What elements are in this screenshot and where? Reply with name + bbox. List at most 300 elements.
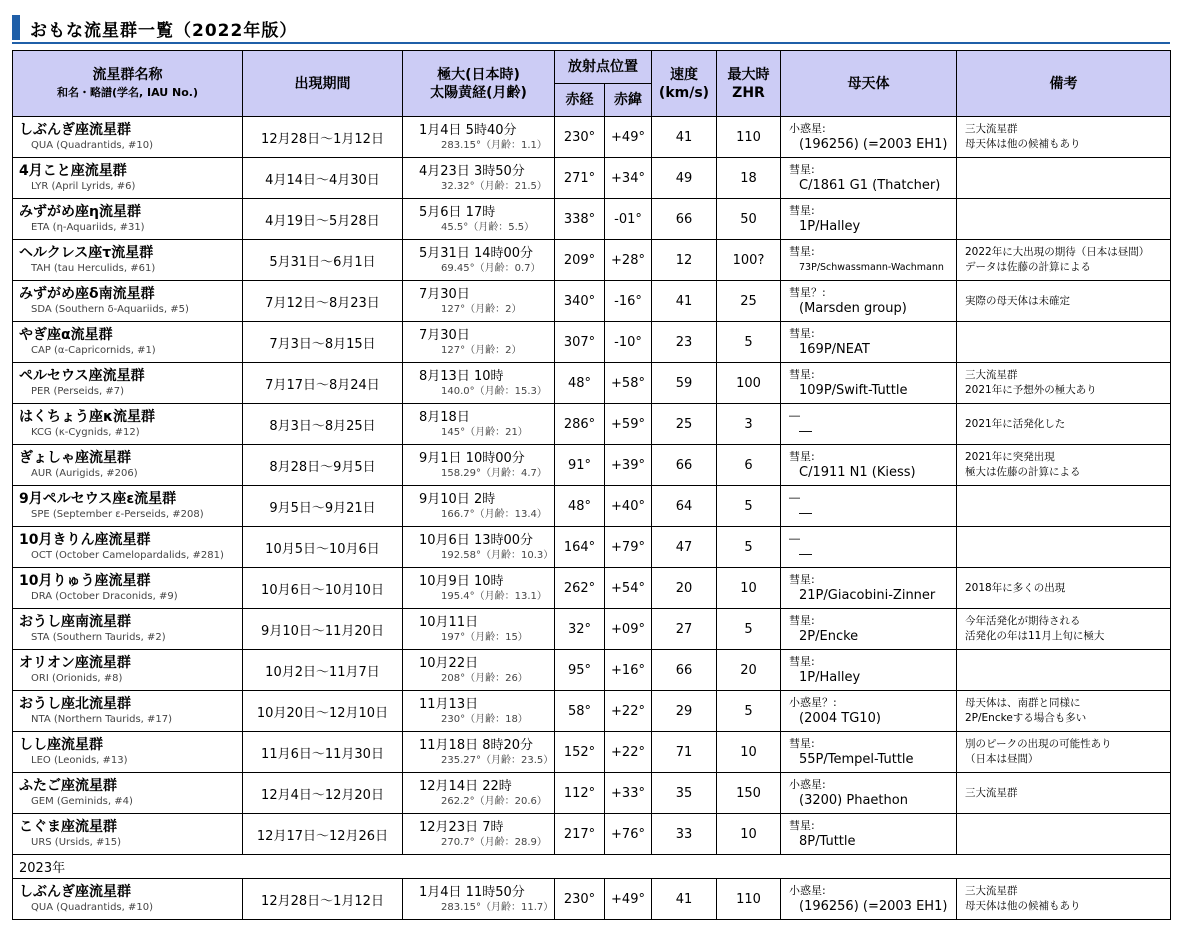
- table-row: [13, 609, 1171, 650]
- parent-body: (Marsden group): [799, 301, 907, 316]
- peak-cell: [403, 199, 555, 240]
- parent-body-type: 小惑星？:: [789, 696, 837, 709]
- activity-period: 12月28日～1月12日: [243, 117, 403, 158]
- notes-cell: [957, 486, 1171, 527]
- shower-name: 4月こと座流星群: [19, 163, 127, 179]
- peak-time: 5月6日 17時: [419, 204, 496, 220]
- activity-period: 12月4日～12月20日: [243, 773, 403, 814]
- page-title-bar: [12, 12, 1170, 44]
- radiant-ra: 91°: [555, 445, 605, 486]
- shower-name: おうし座南流星群: [19, 614, 131, 630]
- zhr: 18: [717, 158, 781, 199]
- notes-cell: [957, 527, 1171, 568]
- shower-name: ふたご座流星群: [19, 778, 117, 794]
- parent-body: (3200) Phaethon: [799, 793, 908, 808]
- shower-code: QUA (Quadrantids, #10): [31, 902, 153, 913]
- peak-cell: [403, 814, 555, 855]
- shower-name-cell: [13, 281, 243, 322]
- radiant-ra: 217°: [555, 814, 605, 855]
- note-line: 実際の母天体は未確定: [965, 294, 1070, 307]
- solar-longitude: 283.15°（月齢：11.7）: [441, 901, 554, 913]
- solar-longitude: 166.7°（月齢：13.4）: [441, 508, 547, 520]
- velocity: 66: [652, 199, 717, 240]
- header-ra: 赤経: [555, 84, 605, 117]
- parent-body-type: 小惑星:: [789, 778, 826, 791]
- shower-name: みずがめ座η流星群: [19, 204, 141, 220]
- radiant-ra: 164°: [555, 527, 605, 568]
- velocity: 59: [652, 363, 717, 404]
- notes-cell: [957, 691, 1171, 732]
- velocity: 49: [652, 158, 717, 199]
- peak-cell: [403, 609, 555, 650]
- parent-body-type: 彗星:: [789, 655, 815, 668]
- shower-name-cell: [13, 773, 243, 814]
- note-line: 2P/Enckeする場合も多い: [965, 712, 1087, 724]
- parent-body-cell: [781, 732, 957, 773]
- parent-body: (196256) (=2003 EH1): [799, 899, 948, 914]
- parent-body-cell: [781, 879, 957, 920]
- parent-body-cell: [781, 363, 957, 404]
- velocity: 66: [652, 650, 717, 691]
- radiant-dec: +40°: [605, 486, 652, 527]
- radiant-ra: 230°: [555, 117, 605, 158]
- peak-cell: [403, 568, 555, 609]
- header-period: 出現期間: [243, 51, 403, 117]
- shower-name-cell: [13, 486, 243, 527]
- shower-name: 10月りゅう座流星群: [19, 573, 151, 589]
- activity-period: 10月20日～12月10日: [243, 691, 403, 732]
- radiant-dec: +58°: [605, 363, 652, 404]
- notes-cell: [957, 363, 1171, 404]
- parent-body: (196256) (=2003 EH1): [799, 137, 948, 152]
- parent-body-type: 彗星:: [789, 573, 815, 586]
- peak-cell: [403, 879, 555, 920]
- radiant-dec: +59°: [605, 404, 652, 445]
- velocity: 29: [652, 691, 717, 732]
- peak-time: 9月1日 10時00分: [419, 450, 525, 466]
- table-row: [13, 117, 1171, 158]
- activity-period: 12月17日～12月26日: [243, 814, 403, 855]
- shower-code: OCT (October Camelopardalids, #281): [31, 550, 224, 561]
- activity-period: 7月12日～8月23日: [243, 281, 403, 322]
- velocity: 25: [652, 404, 717, 445]
- parent-body: 169P/NEAT: [799, 342, 870, 357]
- radiant-ra: 95°: [555, 650, 605, 691]
- peak-time: 1月4日 5時40分: [419, 122, 517, 138]
- peak-time: 10月22日: [419, 655, 479, 671]
- parent-body: ―: [799, 547, 812, 562]
- shower-name: やぎ座α流星群: [19, 327, 113, 343]
- shower-name-cell: [13, 691, 243, 732]
- parent-body: C/1861 G1 (Thatcher): [799, 178, 941, 193]
- note-line: 別のピークの出現の可能性あり: [965, 738, 1112, 750]
- parent-body-type: 彗星:: [789, 368, 815, 381]
- zhr: 5: [717, 322, 781, 363]
- header-radiant: 放射点位置: [555, 51, 652, 84]
- peak-cell: [403, 281, 555, 322]
- parent-body: 73P/Schwassmann-Wachmann: [799, 262, 944, 273]
- header-name: [13, 51, 243, 117]
- shower-name: しし座流星群: [19, 737, 103, 753]
- shower-code: ETA (η-Aquariids, #31): [31, 222, 145, 233]
- table-row: [13, 650, 1171, 691]
- table-row: [13, 404, 1171, 445]
- parent-body-type: 彗星:: [789, 819, 815, 832]
- shower-name-cell: [13, 158, 243, 199]
- parent-body-cell: [781, 527, 957, 568]
- parent-body: ―: [799, 424, 812, 439]
- solar-longitude: 262.2°（月齢：20.6）: [441, 795, 547, 807]
- table-row: [13, 486, 1171, 527]
- table-row: [13, 199, 1171, 240]
- peak-time: 12月14日 22時: [419, 778, 512, 794]
- note-line: 2021年に予想外の極大あり: [965, 384, 1097, 396]
- radiant-dec: +22°: [605, 732, 652, 773]
- zhr: 100: [717, 363, 781, 404]
- table-row: [13, 445, 1171, 486]
- note-line: 母天体は他の候補もあり: [965, 900, 1081, 912]
- note-line: データは佐藤の計算による: [965, 261, 1091, 273]
- radiant-dec: +16°: [605, 650, 652, 691]
- solar-longitude: 140.0°（月齢：15.3）: [441, 385, 547, 397]
- table-row: [13, 322, 1171, 363]
- notes-cell: [957, 240, 1171, 281]
- solar-longitude: 158.29°（月齢：4.7）: [441, 467, 547, 479]
- radiant-dec: +39°: [605, 445, 652, 486]
- parent-body: 55P/Tempel-Tuttle: [799, 752, 914, 767]
- parent-body-type: 彗星:: [789, 450, 815, 463]
- parent-body: 109P/Swift-Tuttle: [799, 383, 908, 398]
- solar-longitude: 45.5°（月齢：5.5）: [441, 221, 535, 233]
- radiant-dec: -10°: [605, 322, 652, 363]
- table-row: [13, 732, 1171, 773]
- note-line: 2022年に大出現の期待（日本は昼間）: [965, 246, 1150, 258]
- notes-cell: [957, 650, 1171, 691]
- velocity: 20: [652, 568, 717, 609]
- activity-period: 4月14日～4月30日: [243, 158, 403, 199]
- solar-longitude: 192.58°（月齢：10.3）: [441, 549, 554, 561]
- table-row: [13, 527, 1171, 568]
- shower-name-cell: [13, 650, 243, 691]
- shower-code: TAH (tau Herculids, #61): [31, 263, 156, 274]
- activity-period: 7月3日～8月15日: [243, 322, 403, 363]
- note-line: 2018年に多くの出現: [965, 581, 1066, 594]
- shower-name-cell: [13, 527, 243, 568]
- parent-body-cell: [781, 445, 957, 486]
- zhr: 10: [717, 814, 781, 855]
- radiant-ra: 338°: [555, 199, 605, 240]
- peak-cell: [403, 486, 555, 527]
- note-line: 今年活発化が期待される: [965, 615, 1081, 627]
- parent-body-type: ―: [789, 491, 800, 504]
- parent-body-cell: [781, 404, 957, 445]
- radiant-dec: +33°: [605, 773, 652, 814]
- parent-body-cell: [781, 199, 957, 240]
- parent-body-cell: [781, 568, 957, 609]
- zhr: 20: [717, 650, 781, 691]
- radiant-ra: 112°: [555, 773, 605, 814]
- notes-cell: [957, 404, 1171, 445]
- note-line: 極大は佐藤の計算による: [965, 466, 1081, 478]
- shower-code: QUA (Quadrantids, #10): [31, 140, 153, 151]
- zhr: 10: [717, 568, 781, 609]
- zhr: 100?: [717, 240, 781, 281]
- radiant-ra: 48°: [555, 363, 605, 404]
- table-row: [13, 814, 1171, 855]
- radiant-ra: 152°: [555, 732, 605, 773]
- activity-period: 8月28日～9月5日: [243, 445, 403, 486]
- shower-code: DRA (October Draconids, #9): [31, 591, 178, 602]
- peak-cell: [403, 527, 555, 568]
- velocity: 23: [652, 322, 717, 363]
- parent-body-cell: [781, 322, 957, 363]
- radiant-dec: +49°: [605, 879, 652, 920]
- radiant-dec: -16°: [605, 281, 652, 322]
- zhr: 10: [717, 732, 781, 773]
- shower-name-cell: [13, 199, 243, 240]
- zhr: 3: [717, 404, 781, 445]
- zhr: 5: [717, 609, 781, 650]
- parent-body-cell: [781, 773, 957, 814]
- note-line: 母天体は他の候補もあり: [965, 138, 1081, 150]
- table-row: [13, 773, 1171, 814]
- parent-body-type: 彗星:: [789, 327, 815, 340]
- header-speed-line2: (km/s): [658, 84, 710, 101]
- table-row: [13, 363, 1171, 404]
- shower-name: ペルセウス座流星群: [19, 368, 145, 384]
- peak-time: 8月18日: [419, 409, 470, 425]
- zhr: 25: [717, 281, 781, 322]
- shower-code: CAP (α-Capricornids, #1): [31, 345, 156, 356]
- note-line: 2021年に活発化した: [965, 417, 1066, 430]
- note-line: 三大流星群: [965, 786, 1018, 799]
- notes-cell: [957, 773, 1171, 814]
- shower-code: SPE (September ε-Perseids, #208): [31, 509, 204, 520]
- table-row: [13, 240, 1171, 281]
- peak-time: 7月30日: [419, 327, 470, 343]
- zhr: 150: [717, 773, 781, 814]
- notes-cell: [957, 445, 1171, 486]
- radiant-ra: 32°: [555, 609, 605, 650]
- radiant-ra: 271°: [555, 158, 605, 199]
- zhr: 110: [717, 117, 781, 158]
- header-dec: 赤緯: [605, 84, 652, 117]
- shower-name: 9月ペルセウス座ε流星群: [19, 491, 177, 507]
- header-speed: [652, 51, 717, 117]
- radiant-ra: 58°: [555, 691, 605, 732]
- shower-name: しぶんぎ座流星群: [19, 884, 131, 900]
- note-line: 母天体は、南群と同様に: [965, 697, 1081, 709]
- shower-code: GEM (Geminids, #4): [31, 796, 133, 807]
- radiant-dec: +09°: [605, 609, 652, 650]
- shower-name: 10月きりん座流星群: [19, 532, 151, 548]
- radiant-dec: -01°: [605, 199, 652, 240]
- shower-name-cell: [13, 404, 243, 445]
- radiant-dec: +76°: [605, 814, 652, 855]
- shower-code: SDA (Southern δ-Aquariids, #5): [31, 304, 189, 315]
- header-name-sub: 和名・略譜(学名, IAU No.): [56, 85, 199, 99]
- peak-time: 10月11日: [419, 614, 479, 630]
- zhr: 5: [717, 527, 781, 568]
- parent-body-type: 彗星:: [789, 614, 815, 627]
- note-line: 2021年に突発出現: [965, 451, 1055, 463]
- header-zhr: [717, 51, 781, 117]
- zhr: 5: [717, 691, 781, 732]
- zhr: 50: [717, 199, 781, 240]
- radiant-dec: +54°: [605, 568, 652, 609]
- header-zhr-line2: ZHR: [732, 84, 765, 101]
- solar-longitude: 195.4°（月齢：13.1）: [441, 590, 547, 602]
- solar-longitude: 145°（月齢：21）: [441, 426, 528, 438]
- radiant-dec: +79°: [605, 527, 652, 568]
- radiant-ra: 209°: [555, 240, 605, 281]
- peak-time: 4月23日 3時50分: [419, 163, 525, 179]
- zhr: 5: [717, 486, 781, 527]
- radiant-ra: 48°: [555, 486, 605, 527]
- notes-cell: [957, 879, 1171, 920]
- activity-period: 9月10日～11月20日: [243, 609, 403, 650]
- shower-name-cell: [13, 445, 243, 486]
- shower-name-cell: [13, 322, 243, 363]
- shower-name: はくちょう座κ流星群: [19, 409, 155, 425]
- page-title: おもな流星群一覧（2022年版）: [30, 21, 298, 41]
- shower-code: KCG (κ-Cygnids, #12): [31, 427, 140, 438]
- notes-cell: [957, 281, 1171, 322]
- activity-period: 10月5日～10月6日: [243, 527, 403, 568]
- shower-name-cell: [13, 240, 243, 281]
- parent-body: 21P/Giacobini-Zinner: [799, 588, 936, 603]
- parent-body-cell: [781, 117, 957, 158]
- solar-longitude: 283.15°（月齢：1.1）: [441, 139, 547, 151]
- header-peak-line1: 極大(日本時): [437, 66, 520, 83]
- radiant-ra: 262°: [555, 568, 605, 609]
- velocity: 66: [652, 445, 717, 486]
- shower-name: ぎょしゃ座流星群: [19, 450, 131, 466]
- shower-code: STA (Southern Taurids, #2): [31, 632, 166, 643]
- parent-body-cell: [781, 609, 957, 650]
- meteor-shower-table: [12, 50, 1171, 920]
- note-line: 活発化の年は11月上旬に極大: [965, 630, 1105, 642]
- peak-cell: [403, 240, 555, 281]
- solar-longitude: 270.7°（月齢：28.9）: [441, 836, 547, 848]
- peak-time: 11月13日: [419, 696, 479, 712]
- shower-name: ヘルクレス座τ流星群: [19, 245, 154, 261]
- note-line: 三大流星群: [965, 885, 1018, 897]
- shower-code: PER (Perseids, #7): [31, 386, 125, 397]
- shower-name-cell: [13, 363, 243, 404]
- notes-cell: [957, 732, 1171, 773]
- velocity: 41: [652, 281, 717, 322]
- solar-longitude: 69.45°（月齢：0.7）: [441, 262, 541, 274]
- parent-body-type: 彗星:: [789, 204, 815, 217]
- header-notes: 備考: [957, 51, 1171, 117]
- parent-body-cell: [781, 814, 957, 855]
- header-parent: 母天体: [781, 51, 957, 117]
- header-peak-line2: 太陽黄経(月齢): [430, 84, 527, 101]
- peak-cell: [403, 363, 555, 404]
- shower-name: みずがめ座δ南流星群: [19, 286, 155, 302]
- peak-cell: [403, 322, 555, 363]
- parent-body-type: 彗星:: [789, 163, 815, 176]
- notes-cell: [957, 814, 1171, 855]
- shower-name: こぐま座流星群: [19, 819, 117, 835]
- peak-cell: [403, 445, 555, 486]
- peak-time: 10月9日 10時: [419, 573, 504, 589]
- parent-body-type: 彗星:: [789, 245, 815, 258]
- notes-cell: [957, 322, 1171, 363]
- zhr: 6: [717, 445, 781, 486]
- solar-longitude: 208°（月齢：26）: [441, 672, 528, 684]
- peak-cell: [403, 691, 555, 732]
- solar-longitude: 230°（月齢：18）: [441, 713, 528, 725]
- notes-cell: [957, 568, 1171, 609]
- radiant-dec: +22°: [605, 691, 652, 732]
- radiant-ra: 286°: [555, 404, 605, 445]
- solar-longitude: 197°（月齢：15）: [441, 631, 528, 643]
- velocity: 64: [652, 486, 717, 527]
- shower-name-cell: [13, 568, 243, 609]
- table-row: [13, 879, 1171, 920]
- shower-code: LYR (April Lyrids, #6): [31, 181, 136, 192]
- notes-cell: [957, 609, 1171, 650]
- velocity: 71: [652, 732, 717, 773]
- year-label: 2023年: [13, 855, 1171, 879]
- table-row: [13, 158, 1171, 199]
- radiant-dec: +34°: [605, 158, 652, 199]
- note-line: 三大流星群: [965, 123, 1018, 135]
- parent-body-type: 小惑星:: [789, 884, 826, 897]
- table-row: [13, 568, 1171, 609]
- shower-name-cell: [13, 879, 243, 920]
- peak-time: 5月31日 14時00分: [419, 245, 534, 261]
- year-separator-row: [13, 855, 1171, 879]
- solar-longitude: 235.27°（月齢：23.5）: [441, 754, 554, 766]
- parent-body-cell: [781, 281, 957, 322]
- peak-cell: [403, 404, 555, 445]
- parent-body-type: 彗星？:: [789, 286, 826, 299]
- velocity: 47: [652, 527, 717, 568]
- header-zhr-line1: 最大時: [727, 66, 770, 83]
- radiant-ra: 230°: [555, 879, 605, 920]
- radiant-dec: +28°: [605, 240, 652, 281]
- peak-time: 7月30日: [419, 286, 470, 302]
- header-peak: [403, 51, 555, 117]
- solar-longitude: 32.32°（月齢：21.5）: [441, 180, 547, 192]
- parent-body-cell: [781, 691, 957, 732]
- parent-body-type: ―: [789, 409, 800, 422]
- shower-name-cell: [13, 117, 243, 158]
- parent-body: ―: [799, 506, 812, 521]
- parent-body: C/1911 N1 (Kiess): [799, 465, 916, 480]
- shower-code: ORI (Orionids, #8): [31, 673, 123, 684]
- title-accent-mark: [12, 15, 20, 40]
- parent-body-type: ―: [789, 532, 800, 545]
- parent-body: 1P/Halley: [799, 670, 861, 685]
- header-speed-line1: 速度: [670, 66, 698, 83]
- activity-period: 12月28日～1月12日: [243, 879, 403, 920]
- parent-body-cell: [781, 240, 957, 281]
- shower-name-cell: [13, 732, 243, 773]
- parent-body: 1P/Halley: [799, 219, 861, 234]
- activity-period: 10月2日～11月7日: [243, 650, 403, 691]
- shower-code: NTA (Northern Taurids, #17): [31, 714, 173, 725]
- activity-period: 8月3日～8月25日: [243, 404, 403, 445]
- solar-longitude: 127°（月齢：2）: [441, 344, 522, 356]
- velocity: 35: [652, 773, 717, 814]
- velocity: 12: [652, 240, 717, 281]
- shower-name-cell: [13, 814, 243, 855]
- peak-time: 12月23日 7時: [419, 819, 504, 835]
